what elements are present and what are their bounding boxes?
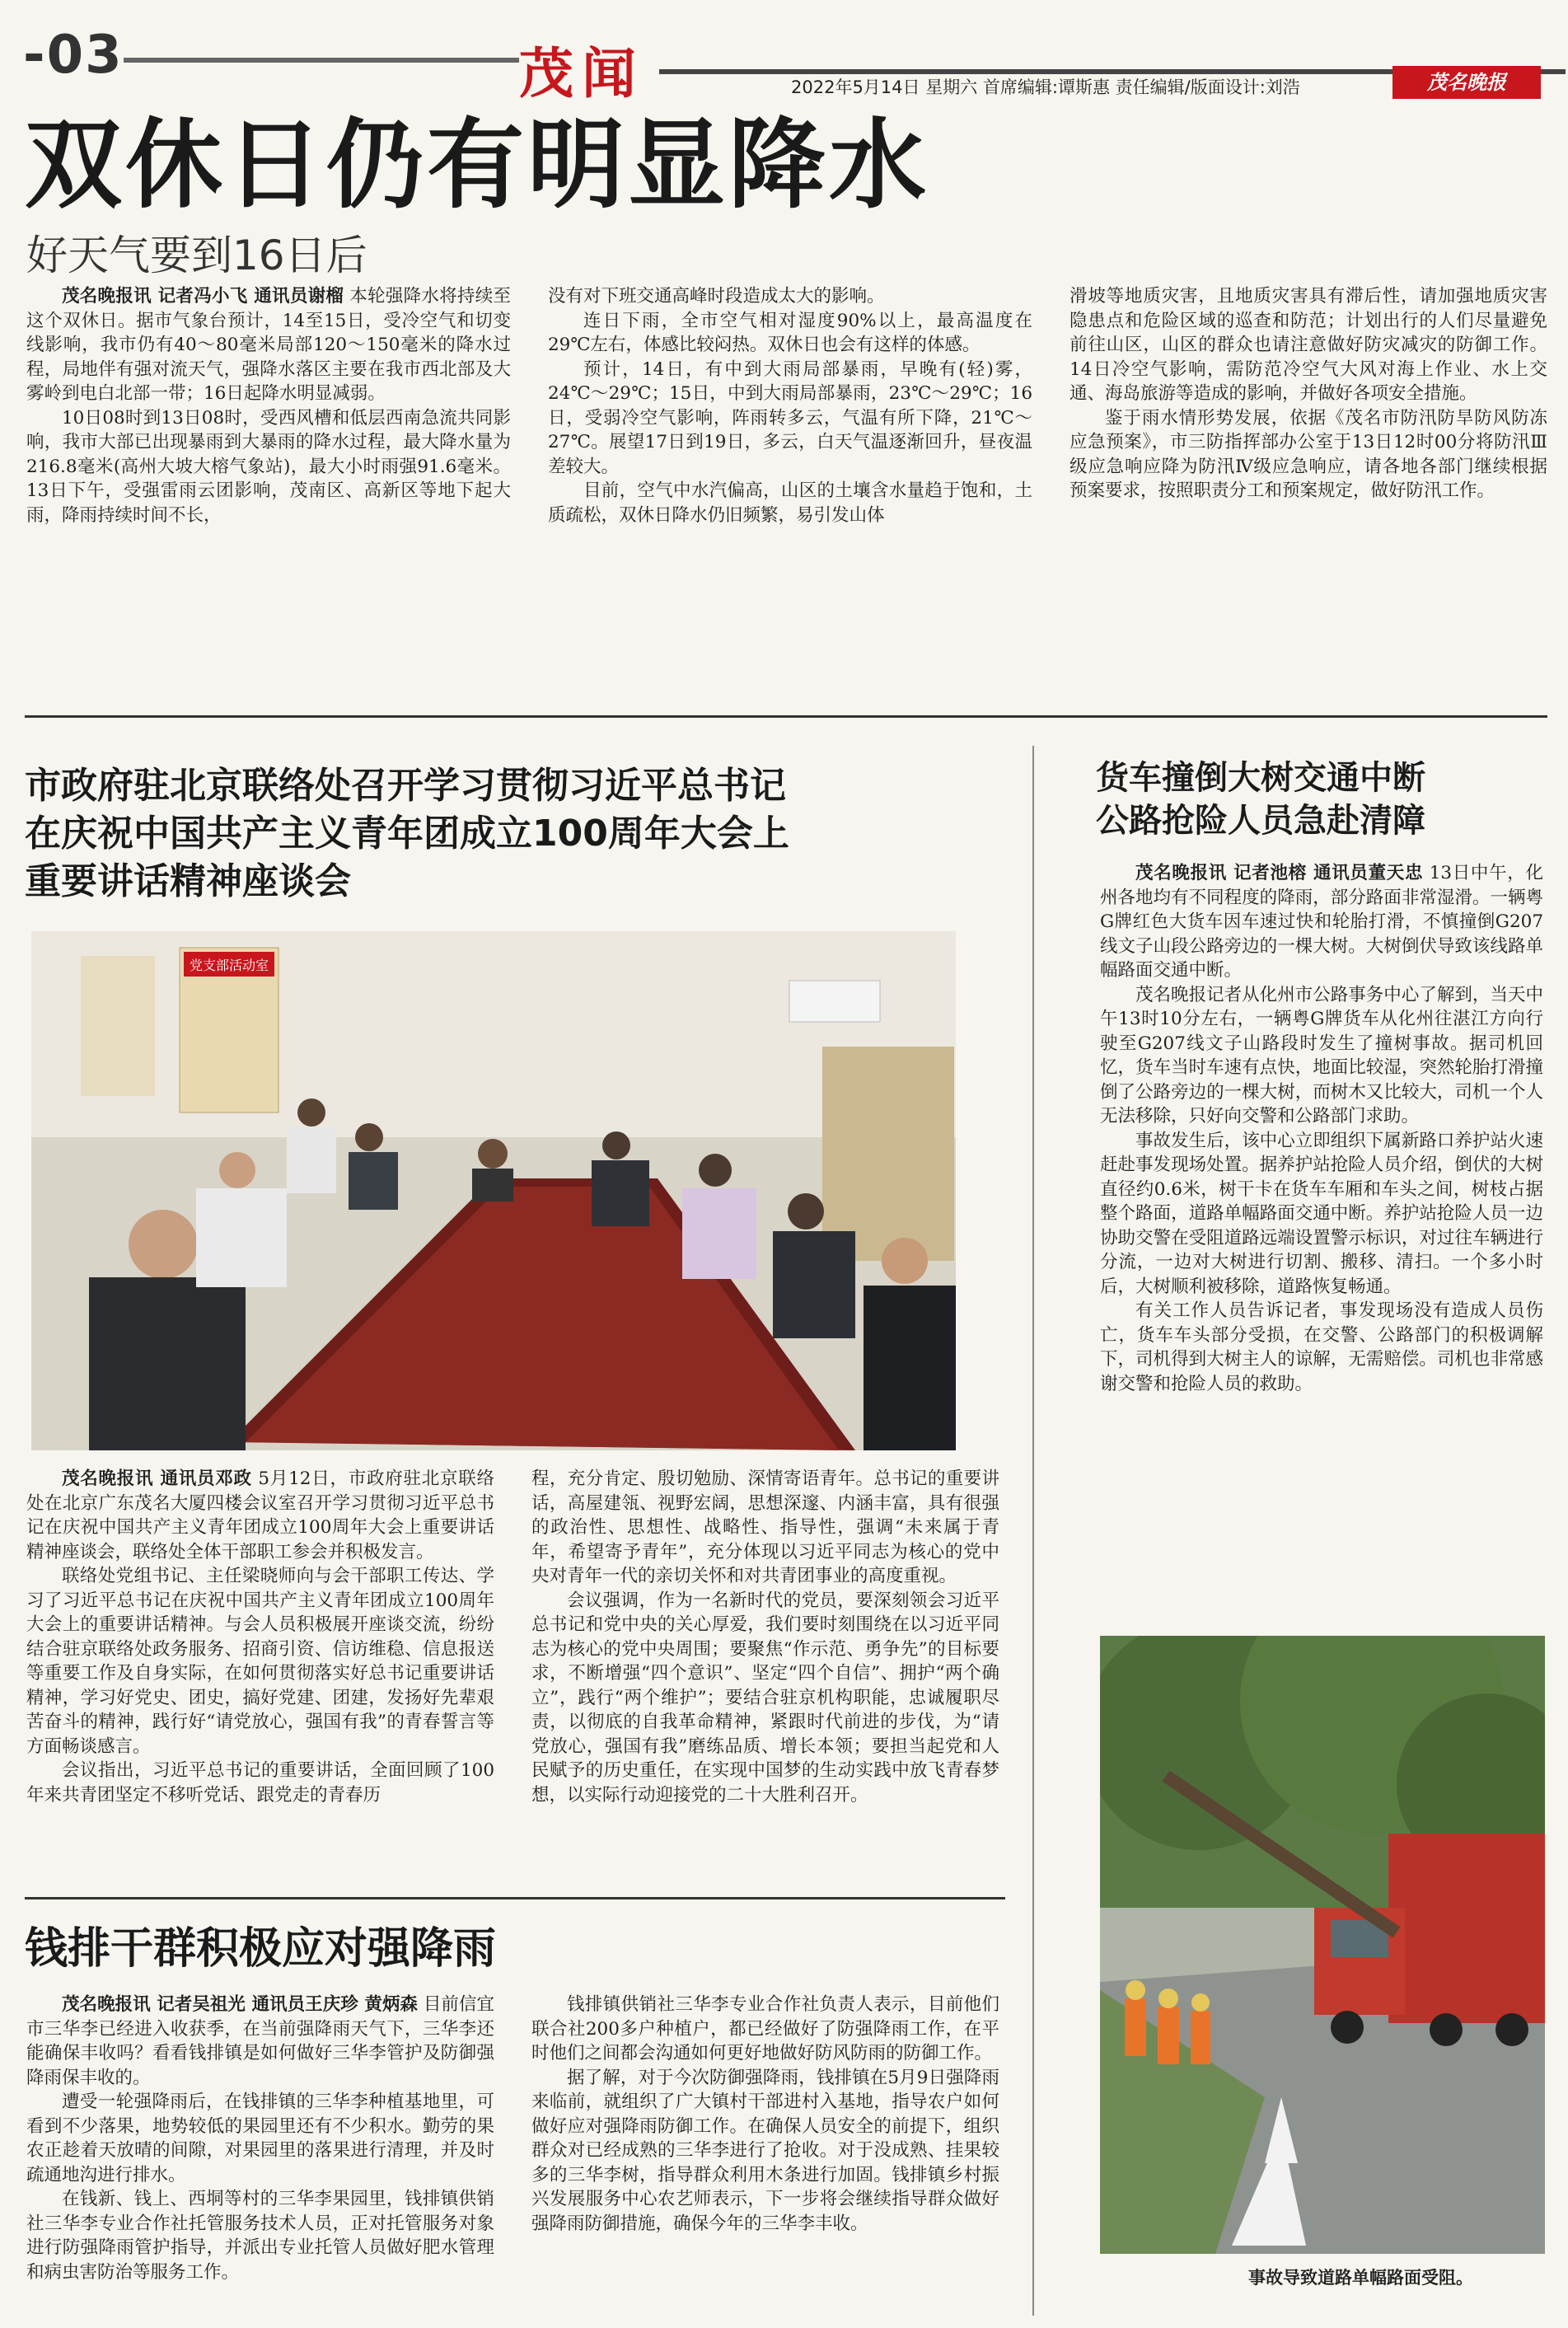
page-number-value: 03 <box>46 25 124 86</box>
story2-column-2 <box>531 1467 999 1807</box>
story1-paragraph: 预计，14日，有中到大雨局部暴雨，早晚有(轻)雾，24℃～29℃；15日，中到大雨局部暴雨，23℃～29℃；16日，受弱冷空气影响，阵雨转多云，气温有所下降，21℃～27℃。展望17日到19日，多云，白天气温逐渐回升，昼夜温差较大。 <box>548 358 1032 477</box>
section-divider <box>25 1897 1005 1899</box>
story2-paragraph: 会议指出，习近平总书记的重要讲话，全面回顾了100年来共青团坚定不移听党话、跟党走的青春历 <box>26 1760 494 1806</box>
story3-column <box>1100 861 1543 1396</box>
masthead-rule <box>124 58 519 63</box>
story1-column-1 <box>26 284 511 527</box>
story2-paragraph: 5月12日，市政府驻北京联络处在北京广东茂名大厦四楼会议室召开学习贯彻习近平总书记在庆祝中国共产主义青年团成立100周年大会上重要讲话精神座谈会，联络处全体干部职工参会并积极发言。 <box>26 1468 494 1562</box>
story3-paragraph: 事故发生后，该中心立即组织下属新路口养护站火速赶赴事发现场处置。据养护站抢险人员介绍，倒伏的大树直径约0.6米，树干卡在货车车厢和车头之间，树枝占据整个路面，道路单幅路面交通中断。养护站抢险人员一边协助交警在受阻道路远端设置警示标识，对过往车辆进行分流，一边对大树进行切割、搬移、清扫。一个多小时后，大树顺利被移除，道路恢复畅通。 <box>1100 1130 1543 1297</box>
story1-paragraph: 鉴于雨水情形势发展，依据《茂名市防汛防旱防风防冻应急预案》，市三防指挥部办公室于13日12时00分将防汛Ⅲ级应急响应降为防汛Ⅳ级应急响应，请各地各部门继续根据预案要求，按照职责分工和预案规定，做好防汛工作。 <box>1070 407 1547 501</box>
story4-paragraph: 据了解，对于今次防御强降雨，钱排镇在5月9日强降雨来临前，就组织了广大镇村干部进村入基地，指导农户如何做好应对强降雨防御工作。在确保人员安全的前提下，组织群众对已经成熟的三华李进行了抢收。对于没成熟、挂果较多的三华李树，指导群众利用木条进行加固。钱排镇乡村振兴发展服务中心农艺师表示，下一步将会继续指导群众做好强降雨防御措施，确保今年的三华李丰收。 <box>531 2067 999 2234</box>
story2-byline: 茂名晚报讯 通讯员邓政 <box>62 1468 252 1489</box>
story4-paragraph: 遭受一轮强降雨后，在钱排镇的三华李种植基地里，可看到不少落果，地势较低的果园里还有不少积水。勤劳的果农正趁着天放晴的间隙，对果园里的落果进行清理，并及时疏通地沟进行排水。 <box>26 2091 494 2185</box>
story4-title: 钱排干群积极应对强降雨 <box>25 1924 497 1974</box>
photo-banner: 党支部活动室 <box>189 958 269 973</box>
newspaper-logo: 茂名晚报 <box>1392 66 1541 99</box>
story3-byline: 茂名晚报讯 记者池榕 通讯员董天忠 <box>1135 863 1424 883</box>
meeting-photo-image <box>31 931 956 1450</box>
story3-title-line: 公路抢险人员急赴清障 <box>1096 802 1425 840</box>
story1-paragraph: 没有对下班交通高峰时段造成太大的影响。 <box>548 286 885 307</box>
story2-paragraph: 联络处党组书记、主任梁晓师向与会干部职工传达、学习了习近平总书记在庆祝中国共产主义青年团成立100周年大会上的重要讲话精神。与会人员积极展开座谈交流，纷纷结合驻京联络处政务服务、招商引资、信访维稳、信息报送等重要工作及自身实际，在如何贯彻落实好总书记重要讲话精神，学习好党史、团史，搞好党建、团建，发扬好先辈艰苦奋斗的精神，践行好“请党放心，强国有我”的青春誓言等方面畅谈感言。 <box>26 1566 494 1757</box>
story1-column-2 <box>548 284 1032 527</box>
story3-paragraph: 有关工作人员告诉记者，事发现场没有造成人员伤亡，货车车头部分受损，在交警、公路部门的积极调解下，司机得到大树主人的谅解，无需赔偿。司机也非常感谢交警和抢险人员的救助。 <box>1100 1300 1543 1394</box>
story1-paragraph: 连日下雨，全市空气相对湿度90%以上，最高温度在29℃左右，体感比较闷热。双休日也会有这样的体感。 <box>548 310 1032 355</box>
section-divider <box>25 715 1547 718</box>
story1-column-3 <box>1070 284 1547 504</box>
story2-title-line: 在庆祝中国共产主义青年团成立100周年大会上 <box>25 813 789 855</box>
column-divider <box>1032 746 1034 2316</box>
story4-column-1 <box>26 1993 494 2284</box>
story1-paragraph: 10日08时到13日08时，受西风槽和低层西南急流共同影响，我市大部已出现暴雨到大暴雨的降水过程，最大降水量为216.8毫米(高州大坡大榕气象站)，最大小时雨强91.6毫米。13日下午，受强雷雨云团影响，茂南区、高新区等地下起大雨，降雨持续时间不长， <box>26 407 511 526</box>
accident-photo-image <box>1100 1636 1545 2254</box>
story4-byline: 茂名晚报讯 记者吴祖光 通讯员王庆珍 黄炳森 <box>62 1994 418 2015</box>
story2-paragraph: 会议强调，作为一名新时代的党员，要深刻领会习近平总书记和党中央的关心厚爱，我们要时刻围绕在以习近平同志为核心的党中央周围；要聚焦“作示范、勇争先”的目标要求，不断增强“四个意识”、坚定“四个自信”、拥护“两个确立”，践行“两个维护”；要结合驻京机构职能，忠诚履职尽责，以彻底的自我革命精神，紧跟时代前进的步伐，为“请党放心，强国有我”磨练品质、增长本领；要担当起党和人民赋予的历史重任，在实现中国梦的生动实践中放飞青春梦想，以实际行动迎接党的二十大胜利召开。 <box>531 1590 999 1806</box>
story2-title-line: 市政府驻北京联络处召开学习贯彻习近平总书记 <box>25 765 786 807</box>
story1-paragraph: 滑坡等地质灾害，且地质灾害具有滞后性，请加强地质灾害隐患点和危险区域的巡查和防范；计划出行的人们尽量避免前往山区，山区的群众也请注意做好防灾减灾的防御工作。14日冷空气影响，需防范冷空气大风对海上作业、水上交通、海岛旅游等造成的影响，并做好各项安全措施。 <box>1070 286 1547 404</box>
story1-title: 双休日仍有明显降水 <box>25 108 930 222</box>
story2-column-1 <box>26 1467 494 1807</box>
story4-paragraph: 目前信宜市三华李已经进入收获季，在当前强降雨天气下，三华李还能确保丰收吗？看看钱排镇是如何做好三华李管护及防御强降雨保丰收的。 <box>26 1994 494 2088</box>
story1-paragraph: 目前，空气中水汽偏高，山区的土壤含水量趋于饱和，土质疏松，双休日降水仍旧频繁，易引发山体 <box>548 480 1032 526</box>
dateline: 2022年5月14日 星期六 首席编辑:谭斯惠 责任编辑/版面设计:刘浩 <box>791 77 1300 97</box>
story3-paragraph: 13日中午，化州各地均有不同程度的降雨，部分路面非常湿滑。一辆粤G牌红色大货车因车速过快和轮胎打滑，不慎撞倒G207线文子山段公路旁边的一棵大树。大树倒伏导致该线路单幅路面交通中断。 <box>1100 863 1543 981</box>
photo-caption: 事故导致道路单幅路面受阻。 <box>1248 2268 1473 2288</box>
story3-title <box>1096 756 1425 842</box>
story3-paragraph: 茂名晚报记者从化州市公路事务中心了解到，当天中午13时10分左右，一辆粤G牌货车从化州往湛江方向行驶至G207线文子山路段时发生了撞树事故。据司机回忆，货车当时车速有点快，地面比较湿，突然轮胎打滑撞倒了公路旁边的一棵大树，而树木又比较大，司机一个人无法移除，只好向交警和公路部门求助。 <box>1100 984 1543 1127</box>
story3-title-line: 货车撞倒大树交通中断 <box>1096 759 1425 797</box>
story1-paragraph: 本轮强降水将持续至这个双休日。据市气象台预计，14至15日，受冷空气和切变线影响，我市仍有40～80毫米局部120～150毫米的降水过程，局地伴有强对流天气，强降水落区主要在我市西北部及大雾岭到电白北部一带；16日起降水明显减弱。 <box>26 286 511 404</box>
story2-title-line: 重要讲话精神座谈会 <box>25 860 351 902</box>
meeting-photo <box>31 931 956 1450</box>
story1-byline: 茂名晚报讯 记者冯小飞 通讯员谢榴 <box>62 286 344 307</box>
story2-title <box>25 762 789 906</box>
page-number: -03 <box>23 25 124 86</box>
section-title: 茂闻 <box>519 41 644 105</box>
story2-paragraph: 程，充分肯定、殷切勉励、深情寄语青年。总书记的重要讲话，高屋建瓴、视野宏阔，思想深邃、内涵丰富，具有很强的政治性、思想性、战略性、指导性，强调“未来属于青年，希望寄予青年”，充分体现以习近平同志为核心的党中央对青年一代的亲切关怀和对共青团事业的高度重视。 <box>531 1468 999 1586</box>
story4-paragraph: 钱排镇供销社三华李专业合作社负责人表示，目前他们联合社200多户种植户，都已经做好了防强降雨工作，在平时他们之间都会沟通如何更好地做好防风防雨的防御工作。 <box>531 1994 999 2063</box>
story4-paragraph: 在钱新、钱上、西垌等村的三华李果园里，钱排镇供销社三华李专业合作社托管服务技术人员，正对托管服务对象进行防强降雨管护指导，并派出专业托管人员做好肥水管理和病虫害防治等服务工作。 <box>26 2189 494 2283</box>
accident-photo <box>1100 1636 1545 2254</box>
story1-subtitle: 好天气要到16日后 <box>26 232 367 279</box>
story4-column-2 <box>531 1993 999 2236</box>
